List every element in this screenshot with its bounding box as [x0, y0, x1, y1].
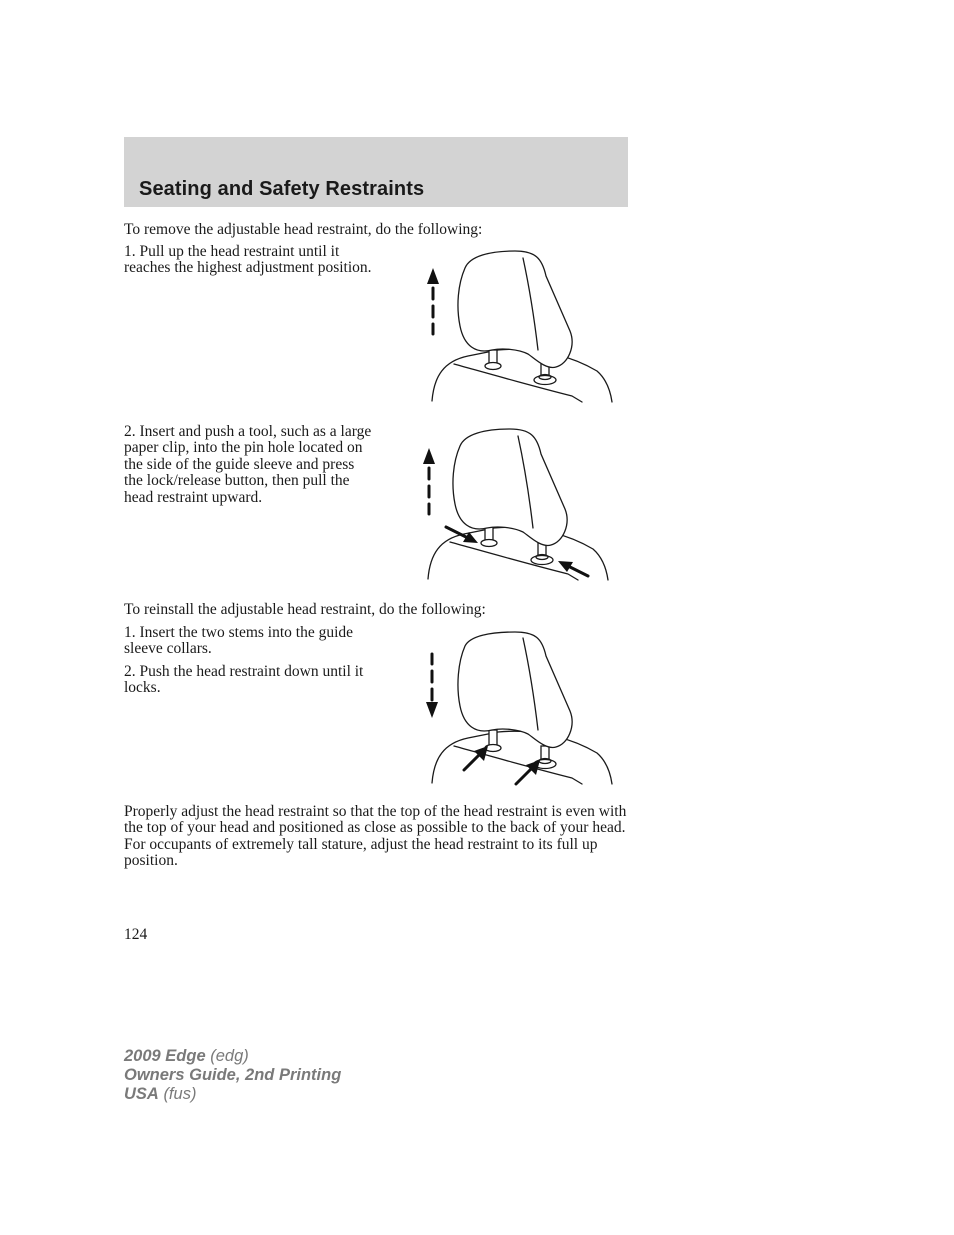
reinstall-step-2: 2. Push the head restraint down until it locks.: [124, 663, 364, 697]
footer-market: USA: [124, 1085, 159, 1103]
footer-model-line: [124, 1047, 341, 1066]
head-restraint-release-tool-illustration: [410, 426, 620, 588]
footer-guide: Owners Guide, 2nd Printing: [124, 1066, 342, 1084]
section-header: [124, 137, 628, 207]
removal-step-2: 2. Insert and push a tool, such as a large paper clip, into the pin hole located on the side of the guide sleeve and press the lock/release button, then pull the head restraint upward.: [124, 423, 372, 506]
head-restraint-push-down-illustration: [410, 630, 620, 792]
page-number: 124: [124, 926, 148, 943]
head-restraint-pull-up-illustration: [410, 246, 620, 408]
closing-paragraph: Properly adjust the head restraint so that the top of the head restraint is even with the top of your head and positioned as close as possible to the back of your head. For occupants of extremely tall stature, adjust the head restraint to its full up position.: [124, 803, 627, 870]
footer-guide-line: [124, 1066, 341, 1085]
removal-step-1: 1. Pull up the head restraint until it reaches the highest adjustment position.: [124, 243, 372, 277]
section-title: Seating and Safety Restraints: [139, 178, 425, 200]
reinstall-intro: To reinstall the adjustable head restraint, do the following:: [124, 601, 486, 618]
footer-model: 2009 Edge: [124, 1047, 206, 1065]
reinstall-step-1: 1. Insert the two stems into the guide sleeve collars.: [124, 624, 354, 658]
removal-intro: To remove the adjustable head restraint, do the following:: [124, 221, 483, 238]
footer-market-line: [124, 1085, 341, 1104]
document-footer: [124, 1047, 341, 1104]
footer-model-code: (edg): [210, 1047, 249, 1065]
footer-market-code: (fus): [163, 1085, 197, 1103]
